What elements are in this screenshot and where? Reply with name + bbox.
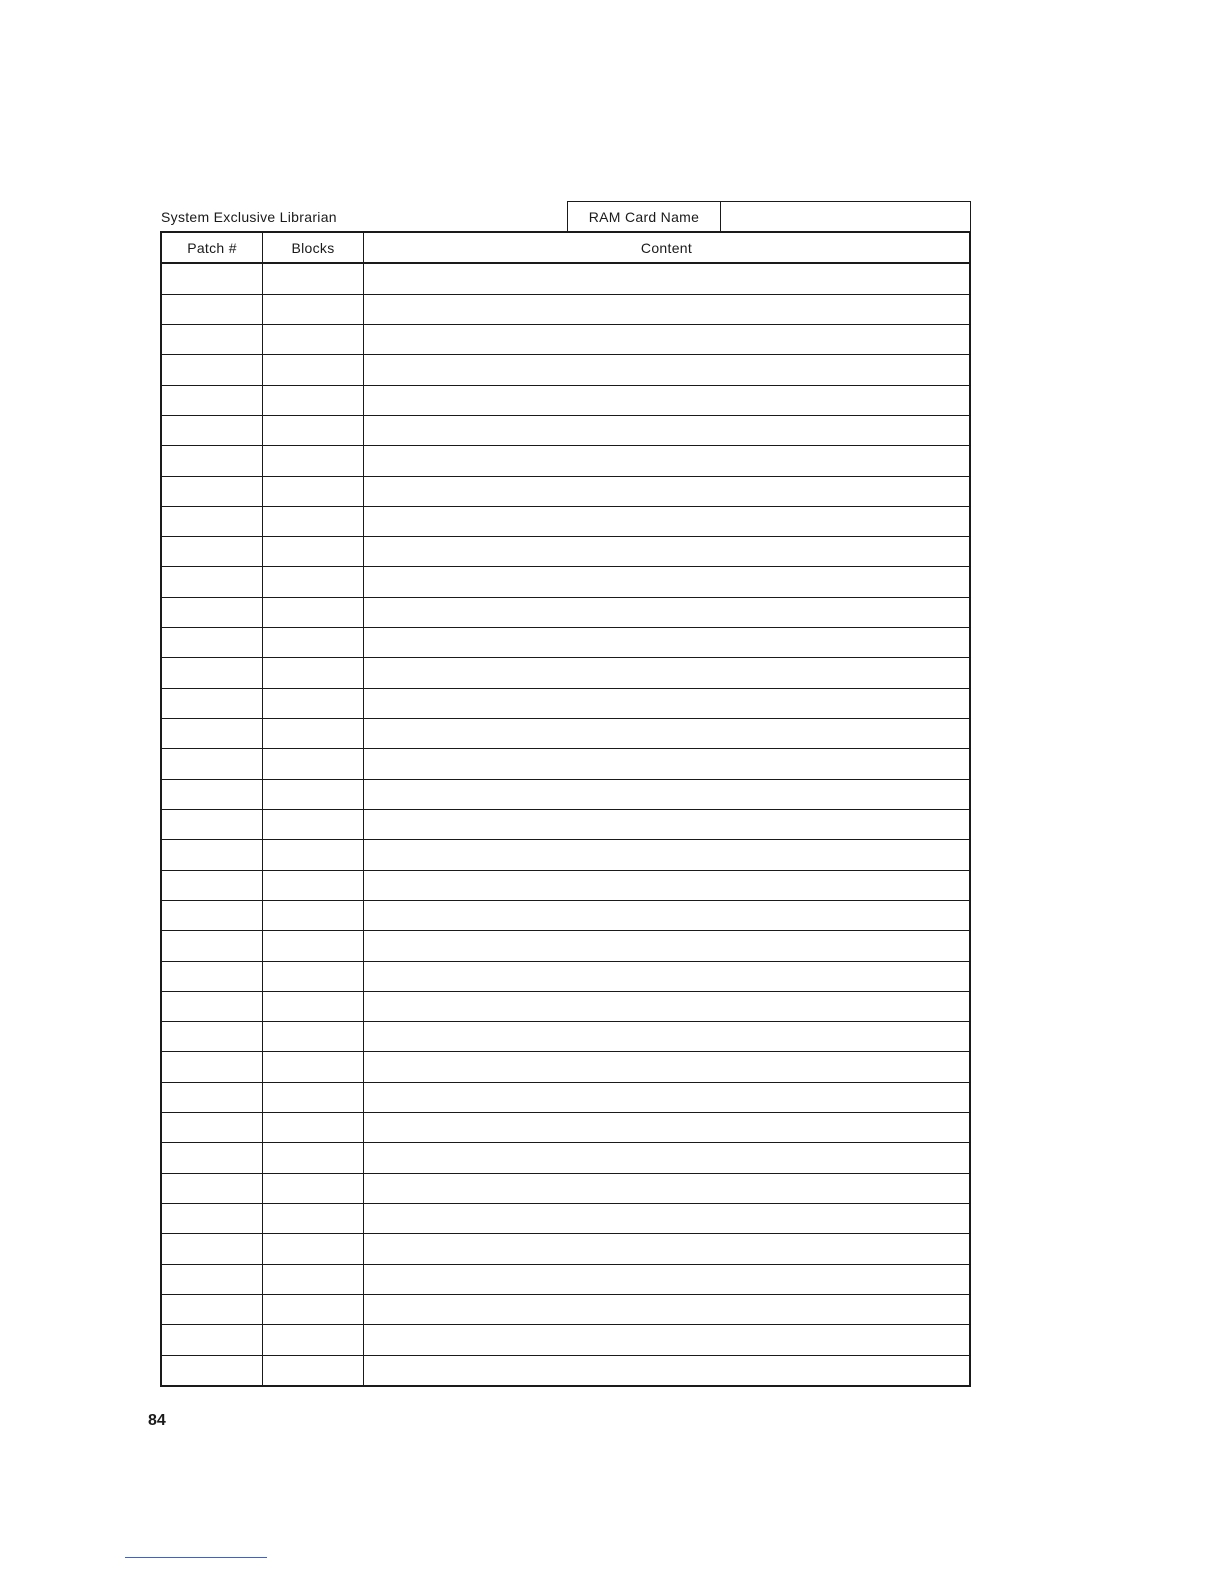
ram-card-name-label: RAM Card Name [568,202,721,231]
table-row [162,871,969,901]
blocks-cell[interactable] [263,719,364,748]
footer-rule [125,1557,267,1558]
content-cell[interactable] [364,840,969,869]
table-row [162,719,969,749]
blocks-cell[interactable] [263,931,364,960]
blocks-cell[interactable] [263,1052,364,1081]
table-row [162,446,969,476]
table-row [162,567,969,597]
content-cell[interactable] [364,749,969,778]
column-header-blocks: Blocks [263,233,364,262]
table-row [162,537,969,567]
patch-cell[interactable] [162,1265,263,1294]
content-cell[interactable] [364,1234,969,1263]
patch-cell[interactable] [162,537,263,566]
page-number: 84 [148,1412,166,1429]
table-row [162,264,969,294]
patch-cell[interactable] [162,1295,263,1324]
patch-cell[interactable] [162,1356,263,1385]
blocks-cell[interactable] [263,901,364,930]
content-cell[interactable] [364,446,969,475]
blocks-cell[interactable] [263,1265,364,1294]
content-cell[interactable] [364,477,969,506]
content-cell[interactable] [364,1295,969,1324]
content-cell[interactable] [364,598,969,627]
blocks-cell[interactable] [263,1356,364,1385]
blocks-cell[interactable] [263,325,364,354]
blocks-cell[interactable] [263,840,364,869]
blocks-cell[interactable] [263,386,364,415]
blocks-cell[interactable] [263,295,364,324]
blocks-cell[interactable] [263,416,364,445]
content-cell[interactable] [364,416,969,445]
patch-cell[interactable] [162,1083,263,1112]
content-cell[interactable] [364,810,969,839]
librarian-table [160,231,971,1387]
content-cell[interactable] [364,1174,969,1203]
blocks-cell[interactable] [263,1325,364,1354]
patch-cell[interactable] [162,810,263,839]
table-header-row [162,233,969,264]
table-row [162,507,969,537]
patch-cell[interactable] [162,1325,263,1354]
form-title: System Exclusive Librarian [161,209,337,225]
patch-cell[interactable] [162,992,263,1021]
patch-cell[interactable] [162,598,263,627]
content-cell[interactable] [364,1022,969,1051]
table-row [162,840,969,870]
table-row [162,780,969,810]
blocks-cell[interactable] [263,537,364,566]
content-cell[interactable] [364,1356,969,1385]
table-row [162,1143,969,1173]
blocks-cell[interactable] [263,871,364,900]
blocks-cell[interactable] [263,1022,364,1051]
table-row [162,658,969,688]
column-header-patch: Patch # [162,233,263,262]
table-row [162,1022,969,1052]
column-header-content: Content [640,239,693,256]
content-cell[interactable] [364,962,969,991]
patch-cell[interactable] [162,567,263,596]
blocks-cell[interactable] [263,628,364,657]
content-cell[interactable] [364,1083,969,1112]
content-cell[interactable] [364,1204,969,1233]
content-cell[interactable] [364,386,969,415]
patch-cell[interactable] [162,386,263,415]
table-row [162,689,969,719]
blocks-cell[interactable] [263,1295,364,1324]
content-cell[interactable] [364,719,969,748]
table-row [162,325,969,355]
blocks-cell[interactable] [263,992,364,1021]
patch-cell[interactable] [162,1204,263,1233]
patch-cell[interactable] [162,355,263,384]
table-row [162,386,969,416]
table-row [162,810,969,840]
blocks-cell[interactable] [263,1174,364,1203]
table-row [162,1325,969,1355]
table-row [162,931,969,961]
patch-cell[interactable] [162,780,263,809]
patch-cell[interactable] [162,931,263,960]
blocks-cell[interactable] [263,477,364,506]
blocks-cell[interactable] [263,598,364,627]
ram-card-name-box [567,201,971,231]
table-row [162,416,969,446]
patch-cell[interactable] [162,749,263,778]
blocks-cell[interactable] [263,658,364,687]
content-cell[interactable] [364,658,969,687]
table-row [162,1234,969,1264]
blocks-cell[interactable] [263,1234,364,1263]
table-row [162,355,969,385]
patch-cell[interactable] [162,901,263,930]
table-row [162,1174,969,1204]
table-row [162,1356,969,1385]
blocks-cell[interactable] [263,1083,364,1112]
blocks-cell[interactable] [263,962,364,991]
patch-cell[interactable] [162,507,263,536]
patch-cell[interactable] [162,689,263,718]
blocks-cell[interactable] [263,264,364,293]
table-row [162,1052,969,1082]
content-cell[interactable] [364,295,969,324]
blocks-cell[interactable] [263,355,364,384]
blocks-cell[interactable] [263,749,364,778]
content-cell[interactable] [364,628,969,657]
blocks-cell[interactable] [263,689,364,718]
patch-cell[interactable] [162,840,263,869]
table-row [162,598,969,628]
content-cell[interactable] [364,871,969,900]
table-row [162,295,969,325]
content-cell[interactable] [364,931,969,960]
content-cell[interactable] [364,1325,969,1354]
ram-card-name-field[interactable] [721,202,970,231]
table-row [162,992,969,1022]
content-cell[interactable] [364,1113,969,1142]
content-cell[interactable] [364,507,969,536]
patch-cell[interactable] [162,325,263,354]
table-row [162,477,969,507]
content-cell[interactable] [364,780,969,809]
content-cell[interactable] [364,1143,969,1172]
patch-cell[interactable] [162,477,263,506]
content-cell[interactable] [364,689,969,718]
patch-cell[interactable] [162,1234,263,1263]
blocks-cell[interactable] [263,1143,364,1172]
table-row [162,962,969,992]
patch-cell[interactable] [162,1174,263,1203]
patch-cell[interactable] [162,416,263,445]
patch-cell[interactable] [162,1113,263,1142]
patch-cell[interactable] [162,1022,263,1051]
patch-cell[interactable] [162,295,263,324]
patch-cell[interactable] [162,264,263,293]
content-cell[interactable] [364,1265,969,1294]
patch-cell[interactable] [162,628,263,657]
blocks-cell[interactable] [263,1204,364,1233]
patch-cell[interactable] [162,719,263,748]
blocks-cell[interactable] [263,446,364,475]
content-cell[interactable] [364,567,969,596]
table-row [162,1204,969,1234]
table-row [162,1265,969,1295]
blocks-cell[interactable] [263,567,364,596]
content-cell[interactable] [364,264,969,293]
content-cell[interactable] [364,1052,969,1081]
blocks-cell[interactable] [263,810,364,839]
patch-cell[interactable] [162,871,263,900]
patch-cell[interactable] [162,446,263,475]
patch-cell[interactable] [162,658,263,687]
content-cell[interactable] [364,992,969,1021]
blocks-cell[interactable] [263,780,364,809]
patch-cell[interactable] [162,1143,263,1172]
table-row [162,749,969,779]
content-cell[interactable] [364,355,969,384]
patch-cell[interactable] [162,962,263,991]
content-cell[interactable] [364,901,969,930]
table-row [162,1295,969,1325]
patch-cell[interactable] [162,1052,263,1081]
content-cell[interactable] [364,325,969,354]
table-row [162,1113,969,1143]
content-cell[interactable] [364,537,969,566]
table-row [162,628,969,658]
table-row [162,1083,969,1113]
blocks-cell[interactable] [263,507,364,536]
table-row [162,901,969,931]
blocks-cell[interactable] [263,1113,364,1142]
